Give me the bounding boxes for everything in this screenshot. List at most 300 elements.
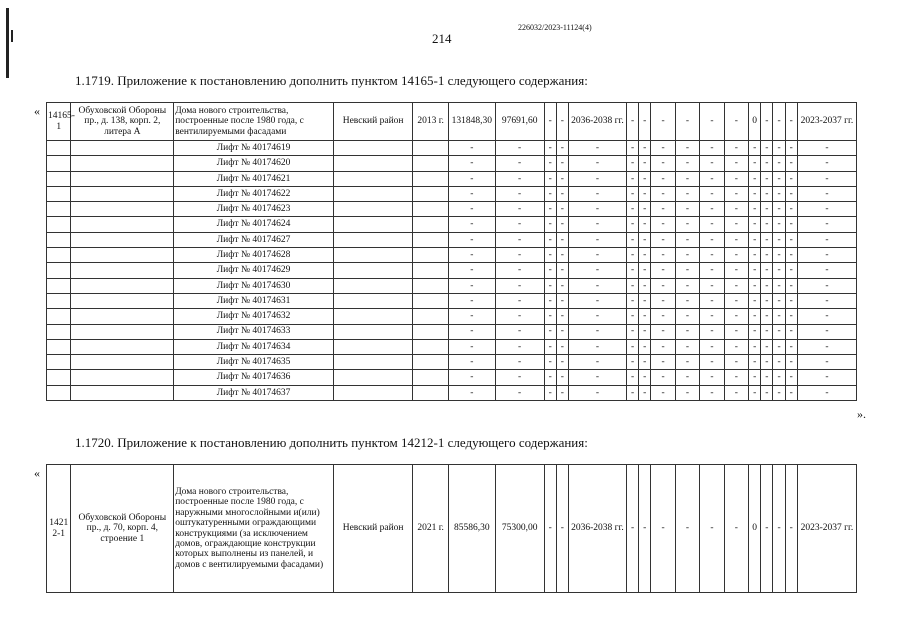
- dash-cell: -: [761, 171, 773, 186]
- dash-cell: -: [544, 263, 556, 278]
- dash-cell: -: [448, 217, 495, 232]
- empty-cell: [47, 217, 71, 232]
- dash-cell: -: [495, 232, 544, 247]
- empty-cell: [47, 385, 71, 400]
- dash-cell: -: [651, 156, 675, 171]
- dash-cell: -: [626, 186, 638, 201]
- dash-cell: -: [448, 186, 495, 201]
- dash-cell: -: [556, 465, 568, 593]
- dash-cell: -: [495, 186, 544, 201]
- empty-cell: [413, 248, 449, 263]
- dash-cell: -: [626, 141, 638, 156]
- dash-cell: -: [797, 248, 856, 263]
- lift-name-cell: Лифт № 40174627: [174, 232, 334, 247]
- dash-cell: -: [651, 293, 675, 308]
- value-cell-2: 97691,60: [495, 103, 544, 141]
- table-row-lift: [47, 309, 857, 324]
- empty-cell: [333, 217, 412, 232]
- empty-cell: [71, 217, 174, 232]
- dash-cell: -: [675, 385, 699, 400]
- empty-cell: [47, 156, 71, 171]
- empty-cell: [47, 263, 71, 278]
- dash-cell: -: [651, 263, 675, 278]
- address-cell: Обуховской Обороны пр., д. 70, корп. 4, строение 1: [71, 465, 174, 593]
- empty-cell: [413, 232, 449, 247]
- dash-cell: -: [773, 232, 785, 247]
- opening-quote: «: [34, 466, 40, 480]
- dash-cell: -: [797, 186, 856, 201]
- dash-cell: -: [761, 339, 773, 354]
- value-cell-1: 131848,30: [448, 103, 495, 141]
- dash-cell: -: [544, 248, 556, 263]
- dash-cell: -: [773, 248, 785, 263]
- dash-cell: -: [448, 278, 495, 293]
- empty-cell: [71, 186, 174, 201]
- dash-cell: -: [544, 324, 556, 339]
- dash-cell: -: [749, 202, 761, 217]
- dash-cell: -: [785, 202, 797, 217]
- dash-cell: -: [785, 370, 797, 385]
- dash-cell: -: [626, 355, 638, 370]
- dash-cell: -: [651, 171, 675, 186]
- dash-cell: -: [785, 171, 797, 186]
- final-period-cell: 2023-2037 гг.: [797, 103, 856, 141]
- dash-cell: -: [568, 156, 626, 171]
- opening-quote: «: [34, 104, 40, 118]
- dash-cell: -: [556, 248, 568, 263]
- table-row-lift: [47, 232, 857, 247]
- dash-cell: -: [556, 103, 568, 141]
- empty-cell: [333, 263, 412, 278]
- dash-cell: -: [749, 293, 761, 308]
- dash-cell: -: [556, 141, 568, 156]
- empty-cell: [47, 141, 71, 156]
- dash-cell: -: [700, 248, 724, 263]
- dash-cell: -: [448, 293, 495, 308]
- dash-cell: -: [639, 465, 651, 593]
- dash-cell: -: [568, 293, 626, 308]
- dash-cell: -: [724, 217, 748, 232]
- dash-cell: -: [785, 465, 797, 593]
- dash-cell: -: [568, 232, 626, 247]
- empty-cell: [333, 202, 412, 217]
- dash-cell: -: [785, 293, 797, 308]
- dash-cell: -: [724, 263, 748, 278]
- dash-cell: -: [785, 355, 797, 370]
- dash-cell: -: [544, 202, 556, 217]
- dash-cell: -: [724, 465, 748, 593]
- dash-cell: -: [495, 202, 544, 217]
- empty-cell: [333, 278, 412, 293]
- table-row-lift: [47, 324, 857, 339]
- dash-cell: -: [651, 324, 675, 339]
- empty-cell: [413, 370, 449, 385]
- table-row-lift: [47, 293, 857, 308]
- dash-cell: -: [544, 465, 556, 593]
- dash-cell: -: [448, 370, 495, 385]
- empty-cell: [413, 309, 449, 324]
- dash-cell: -: [761, 232, 773, 247]
- dash-cell: -: [761, 293, 773, 308]
- dash-cell: -: [568, 339, 626, 354]
- lift-name-cell: Лифт № 40174631: [174, 293, 334, 308]
- dash-cell: -: [761, 278, 773, 293]
- dash-cell: -: [797, 171, 856, 186]
- empty-cell: [413, 339, 449, 354]
- dash-cell: -: [761, 355, 773, 370]
- dash-cell: -: [675, 248, 699, 263]
- amendment-table-14212-1: [46, 464, 857, 593]
- lift-name-cell: Лифт № 40174634: [174, 339, 334, 354]
- dash-cell: -: [626, 339, 638, 354]
- dash-cell: -: [749, 370, 761, 385]
- dash-cell: -: [773, 103, 785, 141]
- dash-cell: -: [724, 171, 748, 186]
- dash-cell: -: [626, 202, 638, 217]
- table-row-lift: [47, 248, 857, 263]
- dash-cell: -: [749, 248, 761, 263]
- dash-cell: -: [724, 309, 748, 324]
- dash-cell: -: [675, 171, 699, 186]
- dash-cell: -: [773, 465, 785, 593]
- empty-cell: [71, 385, 174, 400]
- dash-cell: -: [724, 248, 748, 263]
- lift-name-cell: Лифт № 40174628: [174, 248, 334, 263]
- empty-cell: [333, 171, 412, 186]
- empty-cell: [333, 141, 412, 156]
- dash-cell: -: [568, 248, 626, 263]
- dash-cell: -: [797, 293, 856, 308]
- dash-cell: -: [495, 156, 544, 171]
- dash-cell: -: [556, 171, 568, 186]
- item-number: 14165-1: [47, 103, 71, 141]
- dash-cell: -: [749, 324, 761, 339]
- dash-cell: -: [568, 309, 626, 324]
- dash-cell: -: [761, 248, 773, 263]
- dash-cell: -: [639, 103, 651, 141]
- dash-cell: -: [639, 324, 651, 339]
- dash-cell: -: [495, 370, 544, 385]
- lift-name-cell: Лифт № 40174632: [174, 309, 334, 324]
- dash-cell: -: [568, 202, 626, 217]
- dash-cell: -: [651, 186, 675, 201]
- empty-cell: [413, 217, 449, 232]
- item-number: 14212-1: [47, 465, 71, 593]
- dash-cell: -: [544, 339, 556, 354]
- dash-cell: -: [797, 156, 856, 171]
- table-row-lift: [47, 263, 857, 278]
- dash-cell: -: [675, 465, 699, 593]
- dash-cell: -: [773, 186, 785, 201]
- dash-cell: -: [651, 355, 675, 370]
- dash-cell: -: [639, 278, 651, 293]
- lift-name-cell: Лифт № 40174622: [174, 186, 334, 201]
- dash-cell: -: [749, 278, 761, 293]
- period-cell: 2036-2038 гг.: [568, 103, 626, 141]
- dash-cell: -: [495, 263, 544, 278]
- dash-cell: -: [626, 248, 638, 263]
- dash-cell: -: [785, 278, 797, 293]
- dash-cell: -: [675, 324, 699, 339]
- dash-cell: -: [700, 186, 724, 201]
- empty-cell: [71, 202, 174, 217]
- table-row-lift: [47, 217, 857, 232]
- dash-cell: -: [700, 141, 724, 156]
- empty-cell: [71, 141, 174, 156]
- empty-cell: [47, 293, 71, 308]
- dash-cell: -: [749, 186, 761, 201]
- dash-cell: -: [568, 370, 626, 385]
- dash-cell: -: [544, 355, 556, 370]
- dash-cell: -: [639, 248, 651, 263]
- empty-cell: [333, 385, 412, 400]
- empty-cell: [71, 324, 174, 339]
- house-type-cell: Дома нового строительства, построенные после 1980 года, с вентилируемыми фасадами: [174, 103, 334, 141]
- dash-cell: -: [544, 103, 556, 141]
- dash-cell: -: [797, 278, 856, 293]
- empty-cell: [333, 156, 412, 171]
- dash-cell: -: [749, 355, 761, 370]
- dash-cell: -: [556, 186, 568, 201]
- dash-cell: -: [495, 339, 544, 354]
- dash-cell: -: [675, 278, 699, 293]
- dash-cell: -: [544, 171, 556, 186]
- dash-cell: -: [797, 355, 856, 370]
- dash-cell: -: [568, 171, 626, 186]
- dash-cell: -: [495, 293, 544, 308]
- empty-cell: [413, 141, 449, 156]
- zero-cell: 0: [749, 103, 761, 141]
- dash-cell: -: [761, 202, 773, 217]
- dash-cell: -: [785, 309, 797, 324]
- dash-cell: -: [700, 278, 724, 293]
- dash-cell: -: [785, 339, 797, 354]
- empty-cell: [71, 309, 174, 324]
- dash-cell: -: [797, 385, 856, 400]
- empty-cell: [47, 278, 71, 293]
- empty-cell: [333, 309, 412, 324]
- dash-cell: -: [761, 186, 773, 201]
- dash-cell: -: [651, 248, 675, 263]
- dash-cell: -: [568, 141, 626, 156]
- dash-cell: -: [700, 103, 724, 141]
- empty-cell: [47, 355, 71, 370]
- dash-cell: -: [626, 324, 638, 339]
- dash-cell: -: [651, 385, 675, 400]
- empty-cell: [71, 263, 174, 278]
- dash-cell: -: [556, 370, 568, 385]
- empty-cell: [71, 278, 174, 293]
- dash-cell: -: [761, 309, 773, 324]
- dash-cell: -: [700, 202, 724, 217]
- dash-cell: -: [773, 217, 785, 232]
- empty-cell: [71, 370, 174, 385]
- empty-cell: [413, 324, 449, 339]
- empty-cell: [413, 156, 449, 171]
- dash-cell: -: [556, 232, 568, 247]
- lift-name-cell: Лифт № 40174630: [174, 278, 334, 293]
- dash-cell: -: [448, 385, 495, 400]
- dash-cell: -: [495, 309, 544, 324]
- empty-cell: [333, 293, 412, 308]
- dash-cell: -: [700, 309, 724, 324]
- dash-cell: -: [749, 232, 761, 247]
- dash-cell: -: [556, 202, 568, 217]
- dash-cell: -: [568, 278, 626, 293]
- empty-cell: [47, 248, 71, 263]
- dash-cell: -: [675, 156, 699, 171]
- dash-cell: -: [675, 202, 699, 217]
- dash-cell: -: [639, 293, 651, 308]
- dash-cell: -: [544, 309, 556, 324]
- district-cell: Невский район: [333, 465, 412, 593]
- dash-cell: -: [675, 232, 699, 247]
- dash-cell: -: [700, 385, 724, 400]
- dash-cell: -: [448, 339, 495, 354]
- dash-cell: -: [568, 217, 626, 232]
- dash-cell: -: [761, 156, 773, 171]
- dash-cell: -: [544, 232, 556, 247]
- dash-cell: -: [773, 141, 785, 156]
- empty-cell: [47, 232, 71, 247]
- dash-cell: -: [568, 385, 626, 400]
- empty-cell: [71, 339, 174, 354]
- dash-cell: -: [448, 156, 495, 171]
- dash-cell: -: [448, 141, 495, 156]
- empty-cell: [71, 171, 174, 186]
- dash-cell: -: [700, 293, 724, 308]
- lift-name-cell: Лифт № 40174636: [174, 370, 334, 385]
- dash-cell: -: [675, 293, 699, 308]
- dash-cell: -: [639, 385, 651, 400]
- dash-cell: -: [700, 370, 724, 385]
- dash-cell: -: [785, 186, 797, 201]
- empty-cell: [333, 324, 412, 339]
- lift-name-cell: Лифт № 40174623: [174, 202, 334, 217]
- dash-cell: -: [544, 217, 556, 232]
- dash-cell: -: [724, 324, 748, 339]
- table-row-lift: [47, 141, 857, 156]
- dash-cell: -: [495, 217, 544, 232]
- final-period-cell: 2023-2037 гг.: [797, 465, 856, 593]
- dash-cell: -: [495, 355, 544, 370]
- empty-cell: [413, 171, 449, 186]
- dash-cell: -: [639, 141, 651, 156]
- year-cell: 2013 г.: [413, 103, 449, 141]
- dash-cell: -: [651, 141, 675, 156]
- table-row-lift: [47, 385, 857, 400]
- table-row-lift: [47, 171, 857, 186]
- dash-cell: -: [675, 339, 699, 354]
- dash-cell: -: [639, 370, 651, 385]
- dash-cell: -: [639, 339, 651, 354]
- table-row-lift: [47, 278, 857, 293]
- empty-cell: [47, 370, 71, 385]
- section-heading-1719: 1.1719. Приложение к постановлению дополнить пунктом 14165-1 следующего содержания:: [75, 73, 588, 88]
- table-row-lift: [47, 355, 857, 370]
- dash-cell: -: [773, 370, 785, 385]
- dash-cell: -: [749, 339, 761, 354]
- dash-cell: -: [626, 217, 638, 232]
- dash-cell: -: [773, 324, 785, 339]
- empty-cell: [413, 186, 449, 201]
- dash-cell: -: [761, 217, 773, 232]
- dash-cell: -: [568, 355, 626, 370]
- dash-cell: -: [556, 293, 568, 308]
- scan-edge-mark: [6, 8, 9, 78]
- dash-cell: -: [568, 324, 626, 339]
- empty-cell: [333, 186, 412, 201]
- dash-cell: -: [556, 324, 568, 339]
- dash-cell: -: [761, 385, 773, 400]
- dash-cell: -: [626, 232, 638, 247]
- dash-cell: -: [556, 355, 568, 370]
- table-row-main: [47, 465, 857, 593]
- dash-cell: -: [773, 339, 785, 354]
- dash-cell: -: [797, 324, 856, 339]
- lift-name-cell: Лифт № 40174629: [174, 263, 334, 278]
- dash-cell: -: [724, 202, 748, 217]
- dash-cell: -: [651, 278, 675, 293]
- dash-cell: -: [724, 278, 748, 293]
- empty-cell: [71, 355, 174, 370]
- empty-cell: [413, 263, 449, 278]
- dash-cell: -: [448, 232, 495, 247]
- dash-cell: -: [448, 355, 495, 370]
- dash-cell: -: [749, 217, 761, 232]
- dash-cell: -: [448, 309, 495, 324]
- dash-cell: -: [626, 171, 638, 186]
- dash-cell: -: [544, 186, 556, 201]
- lift-name-cell: Лифт № 40174620: [174, 156, 334, 171]
- table-row-main: [47, 103, 857, 141]
- dash-cell: -: [773, 171, 785, 186]
- zero-cell: 0: [749, 465, 761, 593]
- dash-cell: -: [773, 355, 785, 370]
- empty-cell: [71, 232, 174, 247]
- lift-name-cell: Лифт № 40174624: [174, 217, 334, 232]
- dash-cell: -: [448, 263, 495, 278]
- empty-cell: [413, 278, 449, 293]
- dash-cell: -: [785, 324, 797, 339]
- dash-cell: -: [639, 217, 651, 232]
- dash-cell: -: [639, 232, 651, 247]
- dash-cell: -: [651, 232, 675, 247]
- empty-cell: [333, 232, 412, 247]
- lift-name-cell: Лифт № 40174635: [174, 355, 334, 370]
- empty-cell: [413, 293, 449, 308]
- dash-cell: -: [495, 385, 544, 400]
- dash-cell: -: [675, 355, 699, 370]
- dash-cell: -: [568, 263, 626, 278]
- dash-cell: -: [639, 263, 651, 278]
- dash-cell: -: [675, 263, 699, 278]
- dash-cell: -: [785, 385, 797, 400]
- dash-cell: -: [700, 171, 724, 186]
- dash-cell: -: [626, 103, 638, 141]
- dash-cell: -: [724, 141, 748, 156]
- dash-cell: -: [544, 141, 556, 156]
- closing-quote: ».: [857, 407, 866, 421]
- empty-cell: [71, 156, 174, 171]
- dash-cell: -: [651, 103, 675, 141]
- dash-cell: -: [651, 309, 675, 324]
- dash-cell: -: [556, 263, 568, 278]
- dash-cell: -: [724, 186, 748, 201]
- dash-cell: -: [761, 324, 773, 339]
- dash-cell: -: [675, 370, 699, 385]
- lift-name-cell: Лифт № 40174621: [174, 171, 334, 186]
